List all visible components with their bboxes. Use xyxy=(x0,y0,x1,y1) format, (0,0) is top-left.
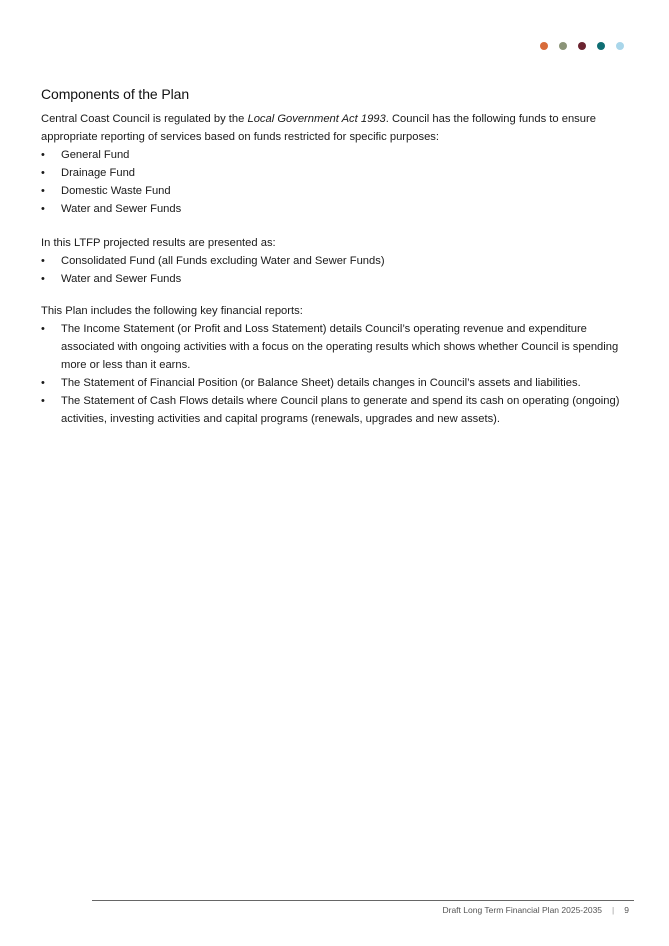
reports-intro: This Plan includes the following key financial reports: xyxy=(41,305,303,317)
reports-list xyxy=(41,320,626,428)
projected-list xyxy=(41,252,626,288)
dot-maroon xyxy=(578,42,586,50)
intro-text-start: Central Coast Council is regulated by the xyxy=(41,113,248,125)
page-footer xyxy=(442,905,629,915)
dot-orange xyxy=(540,42,548,50)
intro-paragraph xyxy=(41,110,626,146)
footer-separator: | xyxy=(612,905,615,915)
funds-list xyxy=(41,146,626,218)
list-item: • Water and Sewer Funds xyxy=(41,200,626,218)
dot-teal xyxy=(597,42,605,50)
dot-light-blue xyxy=(616,42,624,50)
projected-intro: In this LTFP projected results are presented as: xyxy=(41,237,276,249)
list-item: • The Statement of Cash Flows details where Council plans to generate and spend its cash on operating (ongoing) activities, investing activities and capital programs (renewals, upgrades and new assets). xyxy=(41,392,626,428)
footer-divider xyxy=(92,900,634,901)
list-item: • The Statement of Financial Position (or Balance Sheet) details changes in Council’s assets and liabilities. xyxy=(41,374,626,392)
list-item: • The Income Statement (or Profit and Loss Statement) details Council’s operating revenue and expenditure associated with ongoing activities with a focus on the operating results which shows whether Council is spending more or less than it earns. xyxy=(41,320,626,374)
list-item: • Drainage Fund xyxy=(41,164,626,182)
act-name: Local Government Act 1993 xyxy=(247,113,386,125)
dot-olive xyxy=(559,42,567,50)
list-item: • Water and Sewer Funds xyxy=(41,270,626,288)
list-item: • General Fund xyxy=(41,146,626,164)
footer-title: Draft Long Term Financial Plan 2025-2035 xyxy=(442,905,603,915)
page-number: 9 xyxy=(624,905,629,915)
decorative-dots xyxy=(540,42,624,50)
intro-text-end: . Council has the following funds to ensure appropriate reporting of services based on funds restricted for specific purposes: xyxy=(41,113,596,143)
list-item: • Consolidated Fund (all Funds excluding Water and Sewer Funds) xyxy=(41,252,626,270)
section-heading: Components of the Plan xyxy=(41,86,190,102)
page-content xyxy=(41,86,626,428)
list-item: • Domestic Waste Fund xyxy=(41,182,626,200)
